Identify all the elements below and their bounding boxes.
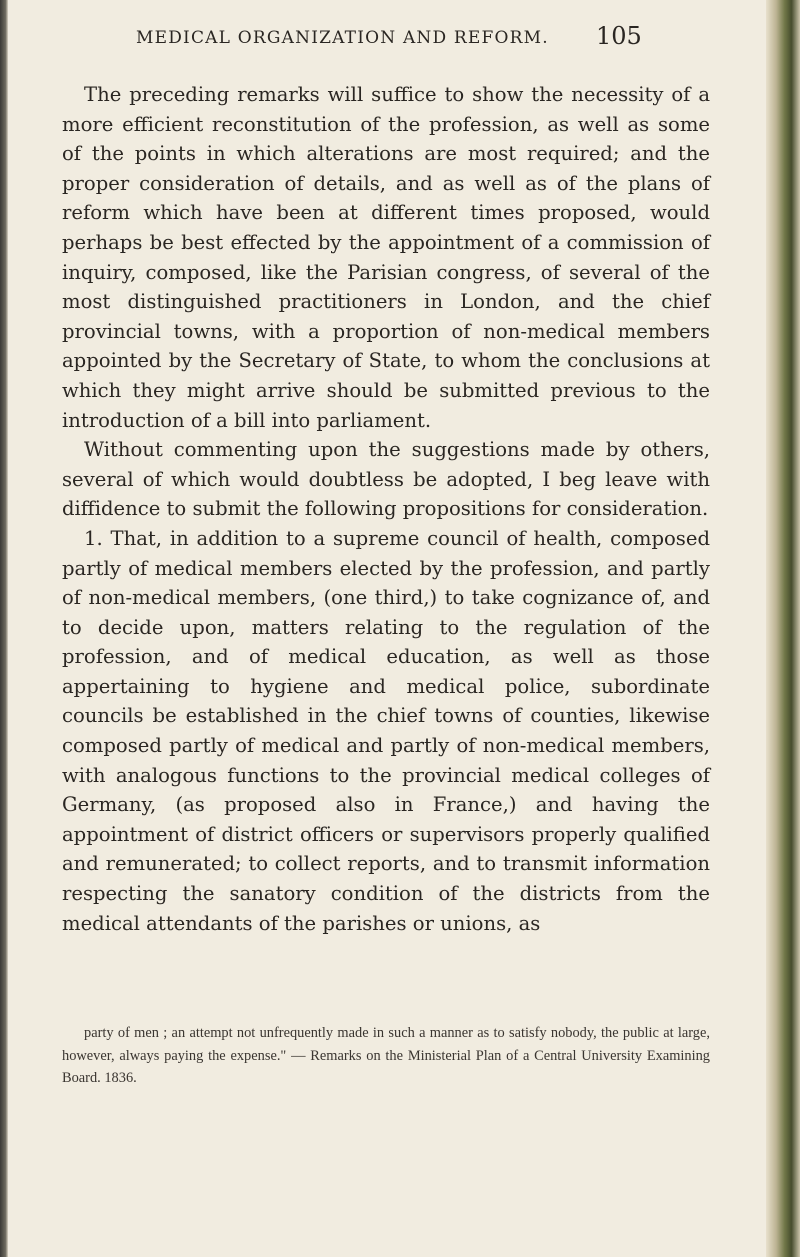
page-number: 105 bbox=[596, 22, 642, 50]
page-left-edge bbox=[0, 0, 8, 1257]
footnote-text: party of men ; an attempt not unfrequently made in such a manner as to satisfy nobody, the public at large, however, always paying the expense." — Remarks on the Ministerial Plan of a Central University Examining Board. 1836. bbox=[62, 1025, 710, 1086]
running-head bbox=[136, 28, 656, 48]
page-right-edge bbox=[766, 0, 800, 1257]
paragraph: Without commenting upon the suggestions made by others, several of which would doubtless be adopted, I beg leave with diffidence to submit the following propositions for consideration. bbox=[62, 438, 710, 521]
paragraph: 1. That, in addition to a supreme council of health, composed partly of medical members elected by the profession, and partly of non-medical members, (one third,) to take cognizance of, and to decide upon, matters relating to the regulation of the profession, and of medical education, as well as those appertaining to hygiene and medical police, subordinate councils be established in the chief towns of counties, likewise composed partly of medical and partly of non-medical members, with analogous functions to the provincial medical colleges of Germany, (as proposed also in France,) and having the appointment of district officers or supervisors properly qualified and remunerated; to collect reports, and to transmit information respecting the sanatory condition of the districts from the medical attendants of the parishes or unions, as bbox=[62, 526, 710, 935]
paragraph: The preceding remarks will suffice to show the necessity of a more efficient reconstitution of the profession, as well as some of the points in which alterations are most required; and the proper consideration of details, and as well as of the plans of reform which have been at different times proposed, would perhaps be best effected by the appointment of a commission of inquiry, composed, like the Parisian congress, of several of the most distinguished practitioners in London, and the chief provincial towns, with a proportion of non-medical members appointed by the Secretary of State, to whom the conclusions at which they might arrive should be submitted previous to the introduction of a bill into parliament. bbox=[62, 83, 710, 432]
running-title: MEDICAL ORGANIZATION AND REFORM. bbox=[136, 28, 549, 48]
footnote bbox=[62, 1022, 710, 1090]
body-text bbox=[62, 80, 710, 938]
